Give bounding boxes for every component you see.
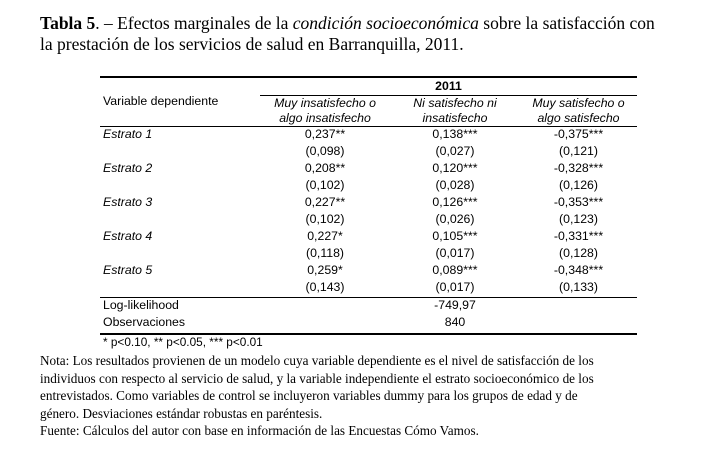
row-label: Estrato 4 bbox=[103, 229, 153, 243]
column-header-3-line1: Muy satisfecho o bbox=[532, 96, 625, 110]
caption-label: Tabla 5 bbox=[40, 13, 96, 33]
se-cell: (0,102) bbox=[305, 178, 345, 192]
coef-cell: 0,120*** bbox=[432, 161, 478, 175]
coef-cell: 0,138*** bbox=[432, 127, 478, 141]
caption-line-2: la prestación de los servicios de salud en Barranquilla, 2011. bbox=[40, 34, 464, 54]
stats-rule bbox=[100, 297, 637, 298]
table-caption bbox=[40, 13, 680, 55]
observations-value: 840 bbox=[444, 315, 466, 329]
note-line-3: entrevistados. Como variables de control se incluyeron variables dummy para los grupos de edad y de bbox=[40, 388, 578, 403]
row-header: Variable dependiente bbox=[103, 94, 219, 108]
column-header-2-line1: Ni satisfecho ni bbox=[413, 96, 497, 110]
se-cell: (0,017) bbox=[435, 246, 475, 260]
note-line-1: Nota: Los resultados provienen de un modelo cuya variable dependiente es el nivel de satisfacción de los bbox=[40, 353, 594, 368]
row-label: Estrato 3 bbox=[103, 195, 153, 209]
loglik-value: -749,97 bbox=[434, 298, 476, 312]
row-label: Estrato 2 bbox=[103, 161, 153, 175]
caption-italic-text: condición socioeconómica bbox=[292, 13, 479, 33]
se-cell: (0,028) bbox=[435, 178, 475, 192]
observations-label: Observaciones bbox=[103, 315, 186, 329]
coef-cell: -0,328*** bbox=[553, 161, 604, 175]
se-cell: (0,026) bbox=[435, 212, 475, 226]
coef-cell: -0,331*** bbox=[553, 229, 604, 243]
coef-cell: 0,208** bbox=[304, 161, 346, 175]
results-table bbox=[100, 76, 637, 349]
coef-cell: -0,375*** bbox=[553, 127, 604, 141]
coef-cell: 0,259* bbox=[307, 263, 343, 277]
caption-text-end: sobre la satisfacción con bbox=[478, 13, 655, 33]
source-line: Fuente: Cálculos del autor con base en información de las Encuestas Cómo Vamos. bbox=[40, 423, 479, 438]
coef-cell: 0,237** bbox=[304, 127, 346, 141]
se-cell: (0,017) bbox=[435, 280, 475, 294]
significance-note: * p<0.10, ** p<0.05, *** p<0.01 bbox=[103, 335, 263, 349]
coef-cell: -0,348*** bbox=[553, 263, 604, 277]
loglik-label: Log-likelihood bbox=[103, 298, 179, 312]
coef-cell: 0,126*** bbox=[432, 195, 478, 209]
se-cell: (0,027) bbox=[435, 144, 475, 158]
column-header-1-line1: Muy insatisfecho o bbox=[274, 96, 376, 110]
row-label: Estrato 5 bbox=[103, 263, 153, 277]
table-notes bbox=[40, 352, 690, 440]
se-cell: (0,098) bbox=[305, 144, 345, 158]
caption-text-before: . – Efectos marginales de la bbox=[95, 13, 293, 33]
column-header-2-line2: insatisfecho bbox=[422, 111, 488, 125]
row-label: Estrato 1 bbox=[103, 127, 153, 141]
column-header-1-line2: algo insatisfecho bbox=[279, 111, 371, 125]
coef-cell: 0,227* bbox=[307, 229, 343, 243]
se-cell: (0,118) bbox=[305, 246, 345, 260]
year-header: 2011 bbox=[435, 79, 462, 93]
caption-line-1 bbox=[40, 13, 680, 34]
coef-cell: 0,105*** bbox=[432, 229, 478, 243]
se-cell: (0,102) bbox=[305, 212, 345, 226]
se-cell: (0,121) bbox=[559, 144, 598, 158]
se-cell: (0,143) bbox=[305, 280, 345, 294]
coef-cell: -0,353*** bbox=[553, 195, 604, 209]
column-header-3-line2: algo satisfecho bbox=[537, 111, 620, 125]
se-cell: (0,128) bbox=[559, 246, 598, 260]
coef-cell: 0,089*** bbox=[432, 263, 478, 277]
se-cell: (0,123) bbox=[559, 212, 598, 226]
se-cell: (0,133) bbox=[559, 280, 598, 294]
se-cell: (0,126) bbox=[559, 178, 598, 192]
coef-cell: 0,227** bbox=[304, 195, 346, 209]
top-rule bbox=[100, 76, 637, 78]
note-line-4: género. Desviaciones estándar robustas en paréntesis. bbox=[40, 405, 323, 421]
note-line-2: individuos con respecto al servicio de salud, y la variable independiente el estrato socioeconómico de los bbox=[40, 370, 594, 386]
